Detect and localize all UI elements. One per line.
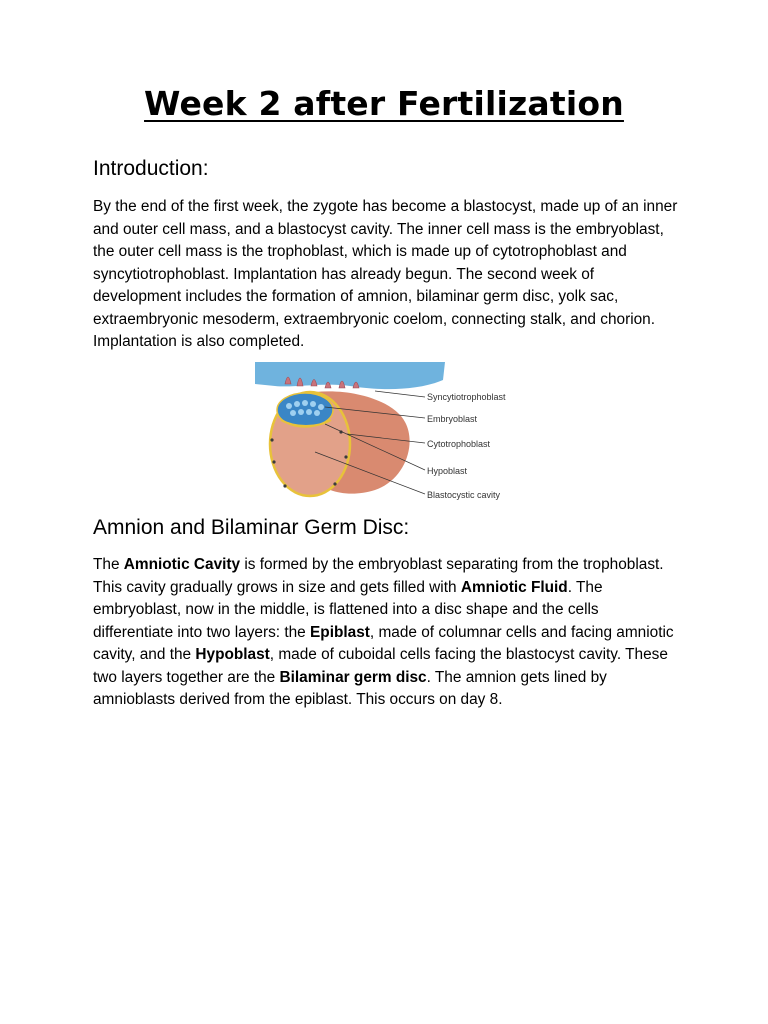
figure-label-cytotrophoblast: Cytotrophoblast bbox=[427, 439, 491, 449]
bold-term: Bilaminar germ disc bbox=[279, 668, 427, 686]
amnion-paragraph bbox=[93, 554, 683, 712]
figure-label-blastocystic-cavity: Blastocystic cavity bbox=[427, 490, 501, 500]
text-run: The bbox=[93, 556, 124, 573]
bold-term: Amniotic Fluid bbox=[460, 578, 568, 596]
text-run: By the end of the first week, the zygote has become a blastocyst, made up of an inner and outer cell mass, and a blastocyst cavity. The inner cell mass is the embryoblast, the outer cell mass is the trophoblast, which is made up of cytotrophoblast and syncytiotrophoblast. Implantation has already begun. The second week of development includes the formation of amnion, bilaminar germ disc, yolk sac, extraembryonic mesoderm, extraembryonic coelom, connecting stalk, and chorion. Implantation is also completed. bbox=[93, 198, 678, 350]
text-run: . The amnion gets lined by amnioblasts derived from the epiblast. This occurs on day 8. bbox=[93, 668, 607, 708]
endometrium-region bbox=[255, 362, 445, 389]
bold-term: Epiblast bbox=[310, 623, 370, 641]
introduction-paragraph bbox=[93, 196, 683, 354]
bold-term: Hypoblast bbox=[195, 646, 270, 663]
bold-term: Amniotic Cavity bbox=[123, 556, 241, 573]
section-heading-introduction: Introduction: bbox=[93, 157, 209, 180]
blastocyst-diagram bbox=[255, 362, 515, 502]
text-run: is formed by the embryoblast separating from the trophoblast. This cavity gradually grows in size and gets filled with bbox=[93, 556, 664, 596]
figure-label-syncytiotrophoblast: Syncytiotrophoblast bbox=[427, 392, 506, 402]
text-run: , made of cuboidal cells facing the blastocyst cavity. These two layers together are the bbox=[93, 646, 668, 686]
blastocyst-implantation-figure bbox=[255, 362, 515, 502]
text-run: , made of columnar cells and facing amniotic cavity, and the bbox=[93, 623, 674, 663]
page-title: Week 2 after Fertilization bbox=[144, 84, 624, 123]
section-heading-amnion: Amnion and Bilaminar Germ Disc: bbox=[93, 516, 410, 539]
figure-label-embryoblast: Embryoblast bbox=[427, 414, 478, 424]
figure-label-hypoblast: Hypoblast bbox=[427, 466, 468, 476]
text-run: . The embryoblast, now in the middle, is flattened into a disc shape and the cells differentiate into two layers: the bbox=[93, 578, 603, 641]
